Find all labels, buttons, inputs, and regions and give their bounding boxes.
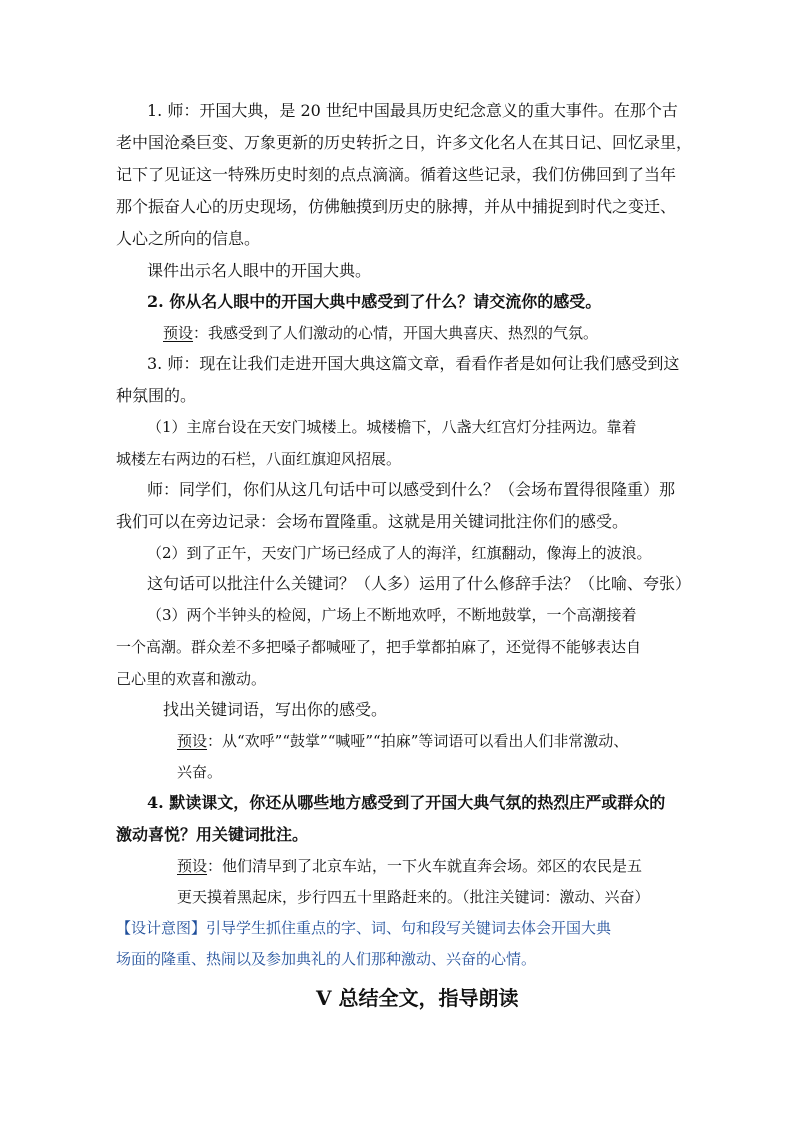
teacher-line-1: 师：同学们，你们从这几句话中可以感受到什么？（会场布置得很隆重）那 [147,480,676,499]
paragraph-1-line-1: 1. 师：开国大典，是 20 世纪中国最具历史纪念意义的重大事件。在那个古 [147,101,678,120]
quote-1-line-2: 城楼左右两边的石栏，八面红旗迎风招展。 [116,450,402,468]
preset-3-line-2: 更天摸着黑起床，步行四五十里路赶来的。（批注关键词：激动、兴奋） [177,888,650,906]
paragraph-1-line-3: 记下了见证这一特殊历史时刻的点点滴滴。循着这些记录，我们仿佛回到了当年 [116,165,677,184]
question-keyword: 这句话可以批注什么关键词？（人多）运用了什么修辞手法？（比喻、夸张） [147,574,692,593]
preset-text: ：他们清早到了北京车站，一下火车就直奔会场。郊区的农民是五 [207,857,643,875]
section-heading: V 总结全文，指导朗读 [316,986,519,1010]
question-2: 2. 你从名人眼中的开国大典中感受到了什么？请交流你的感受。 [147,292,602,311]
paragraph-1-line-4: 那个振奋人心的历史现场，仿佛触摸到历史的脉搏，并从中捕捉到时代之变迁、 [116,197,677,216]
preset-label: 预设 [163,324,194,342]
quote-2: （2）到了正午，天安门广场已经成了人的海洋，红旗翻动，像海上的波浪。 [147,544,652,562]
design-intent-line-2: 场面的隆重、热闹以及参加典礼的人们那种激动、兴奋的心情。 [116,950,537,968]
preset-1 [163,322,598,344]
quote-1-line-1: （1）主席台设在天安门城楼上。城楼檐下，八盏大红宫灯分挂两边。靠着 [147,418,637,436]
paragraph-3-line-1: 3. 师：现在让我们走进开国大典这篇文章，看看作者是如何让我们感受到这 [147,354,680,373]
quote-3-line-3: 己心里的欢喜和激动。 [116,670,267,688]
question-4-line-2: 激动喜悦？用关键词批注。 [116,825,309,844]
preset-text: ：我感受到了人们激动的心情，开国大典喜庆、热烈的气氛。 [193,324,599,342]
preset-2-line-2: 兴奋。 [177,763,223,781]
preset-text: ：从“欢呼”“鼓掌”“喊哑”“拍麻”等词语可以看出人们非常激动、 [207,732,629,750]
design-intent-line-1: 【设计意图】引导学生抓住重点的字、词、句和段写关键词去体会开国大典 [116,919,612,937]
find-keywords: 找出关键词语，写出你的感受。 [163,700,388,719]
preset-3-line-1 [177,855,642,877]
preset-label: 预设 [177,732,208,750]
paragraph-1-line-2: 老中国沧桑巨变、万象更新的历史转折之日，许多文化名人在其日记、回忆录里， [116,133,693,152]
paragraph-1-line-5: 人心之所向的信息。 [116,229,261,248]
quote-3-line-1: （3）两个半钟头的检阅，广场上不断地欢呼，不断地鼓掌，一个高潮接着 [147,606,637,624]
paragraph-3-line-2: 种氛围的。 [116,386,197,405]
quote-3-line-2: 一个高潮。群众差不多把嗓子都喊哑了，把手掌都拍麻了，还觉得不能够表达自 [116,638,642,656]
preset-2-line-1 [177,730,628,752]
preset-label: 预设 [177,857,208,875]
courseware-line: 课件出示名人眼中的开国大典。 [147,261,372,280]
teacher-line-2: 我们可以在旁边记录：会场布置隆重。这就是用关键词批注你们的感受。 [116,512,629,531]
question-4-line-1: 4. 默读课文，你还从哪些地方感受到了开国大典气氛的热烈庄严或群众的 [147,793,666,812]
